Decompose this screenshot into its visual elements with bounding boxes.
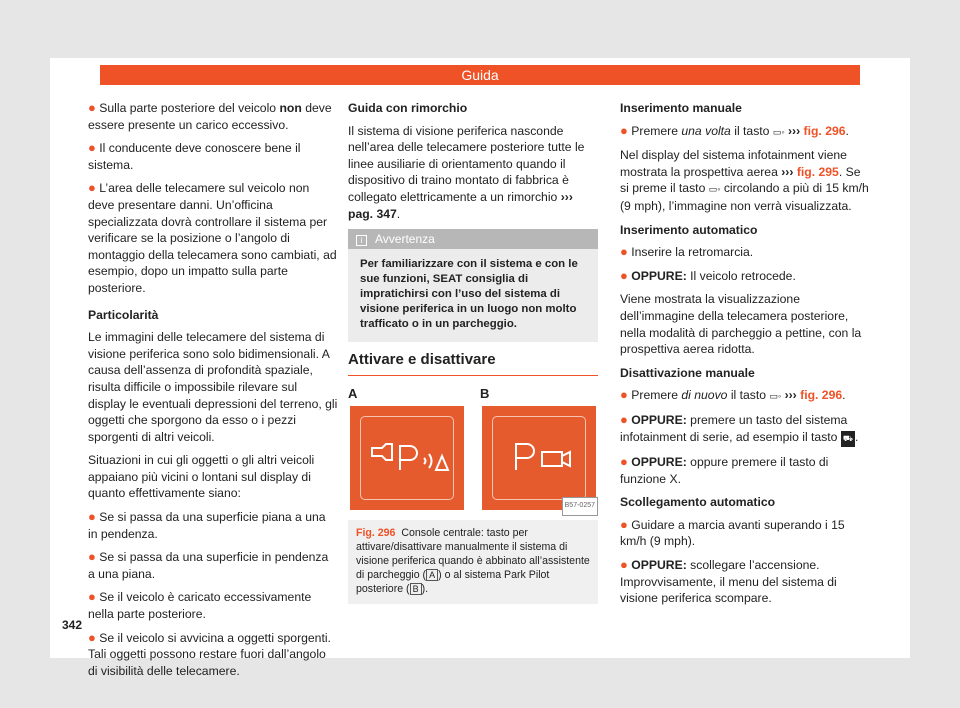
bullet-item (620, 268, 870, 285)
bullet-text: Se il veicolo è caricato eccessivamente nella parte posteriore. (88, 590, 312, 622)
paragraph-text: circolando a più di 15 km/h (9 mph), l’immagine non verrà visualizzata. (620, 181, 869, 213)
bullet-item (88, 509, 338, 542)
panel-label: B (480, 385, 490, 401)
bullet-item: ● OPPURE: premere un tasto del sistema infotainment di serie, ad esempio il tasto ⛟ . (620, 412, 870, 447)
page-number: 342 (62, 618, 83, 632)
paragraph: Situazioni in cui gli oggetti o gli altri veicoli appaiano più vicini o lontani sul display di quanto effettivamente siano: (88, 453, 315, 501)
bullet-bold: OPPURE: (631, 268, 687, 283)
bullet-item (88, 549, 338, 582)
page-header (100, 65, 860, 85)
bullet-bold: non (279, 101, 302, 115)
warning-title: Avvertenza (375, 232, 435, 247)
key-b-box: B (410, 583, 422, 595)
bullet-item: ● Premere di nuovo il tasto ▭◦ ››› fig. 296. (620, 387, 846, 403)
figure-reference-link[interactable]: fig. 296 (803, 123, 846, 138)
section-heading: Disattivazione manuale (620, 365, 755, 380)
console-button-image (350, 406, 464, 510)
paragraph: Viene mostrata la visualizzazione dell’immagine della telecamera posteriore, nella modalità di parcheggio a pettine, con la prospettiva aerea ridotta. (620, 292, 862, 357)
caption-text: ). (421, 582, 429, 595)
bullet-dot-icon: ● (620, 244, 628, 260)
paragraph (620, 147, 870, 214)
header-title: Guida (461, 67, 499, 83)
bullet-text: deve essere presente un carico eccessivo. (88, 101, 332, 132)
warning-header (348, 229, 598, 249)
bullet-dot-icon: ● (88, 100, 96, 115)
bullet-item (88, 589, 338, 622)
bullet-bold: OPPURE: (631, 412, 687, 427)
section-heading: Inserimento automatico (620, 222, 758, 237)
paragraph: Il sistema di visione periferica nasconde nell’area delle telecamere posteriore tutte le linee ausiliarie di orientamento quando il dispositivo di traino montato di fabbrica è collegato elettricamente a un rimorchio ››› pag. 347. (348, 123, 585, 221)
bullet-bold: OPPURE: (631, 455, 687, 470)
bullet-item (620, 244, 870, 261)
figure-296 (348, 386, 598, 516)
park-assist-camera-icon (350, 406, 464, 510)
section-divider (348, 375, 598, 376)
arrow-icon: ››› (781, 164, 794, 179)
section-heading: Scollegamento automatico (620, 495, 776, 510)
figure-panel-a (348, 386, 466, 516)
bullet-italic: una volta (681, 123, 731, 138)
bullet-item (88, 100, 338, 133)
bullet-text: il tasto (727, 388, 767, 403)
bullet-text: premere un tasto del sistema infotainment di serie, ad esempio il tasto (620, 412, 848, 444)
arrow-icon: ››› (560, 189, 573, 204)
park-pilot-camera-icon (482, 406, 596, 510)
section-heading: Guida con rimorchio (348, 101, 468, 115)
bullet-text: Premere (631, 388, 682, 403)
bullet-dot-icon: ● (620, 411, 628, 427)
bullet-item (88, 140, 338, 173)
bullet-dot-icon: ● (620, 387, 628, 403)
figure-reference-link[interactable]: fig. 296 (800, 388, 843, 403)
console-button-image (482, 406, 596, 510)
bullet-italic: di nuovo (681, 388, 728, 403)
bullet-bold: OPPURE: (631, 558, 687, 573)
figure-panel-b (480, 386, 598, 516)
figure-caption (348, 520, 598, 604)
figure-code: B57-0257 (562, 497, 598, 516)
bullet-item: ● OPPURE: oppure premere il tasto di funzione X. (620, 454, 829, 486)
bullet-text: scollegare l’accensione. Improvvisamente, il menu del sistema di visione periferica scompare. (620, 558, 837, 606)
arrow-icon: ››› (784, 388, 797, 403)
bullet-dot-icon: ● (620, 454, 628, 470)
paragraph-text: Nel display del sistema infotainment viene mostrata la prospettiva aerea (620, 148, 847, 179)
bullet-item (620, 557, 870, 607)
panel-label: A (348, 385, 358, 401)
caption-text: Console centrale: tasto per attivare/disattivare manualmente il sistema di visione periferica quando è abbinato all’assistente di parcheggio ( (356, 526, 590, 581)
bullet-text: Se si passa da una superficie piana a una in pendenza. (88, 510, 326, 541)
bullet-dot-icon: ● (88, 180, 96, 196)
paragraph-text: . Se si preme il tasto (620, 164, 861, 196)
section-title: Attivare e disattivare (348, 351, 496, 369)
bullet-dot-icon: ● (620, 557, 628, 573)
paragraph: Le immagini delle telecamere del sistema di visione periferica sono solo bidimensionali. A causa dell’assenza di profondità spaziale, risulta difficile o impossibile rilevare sul display le eventuali depressioni del terreno, gli oggetti che sporgono da esso o i pezzi sporgenti di altri veicoli. (88, 330, 338, 444)
bullet-dot-icon: ● (620, 516, 628, 532)
bullet-text: Sulla parte posteriore del veicolo (99, 101, 280, 115)
section-heading: Particolarità (88, 307, 159, 322)
bullet-text: oppure premere il tasto di funzione (620, 455, 829, 486)
column-2 (348, 100, 598, 604)
bullet-text: Il conducente deve conoscere bene il sistema. (88, 141, 301, 172)
column-3 (620, 100, 870, 614)
bullet-dot-icon: ● (88, 509, 96, 525)
bullet-dot-icon: ● (88, 589, 96, 605)
bullet-item: ● Premere una volta il tasto ▭◦ ››› fig. 296. (620, 122, 849, 138)
warning-box (348, 229, 598, 342)
bullet-text: Inserire la retromarcia. (631, 245, 754, 260)
bullet-text: il tasto (730, 123, 770, 138)
camera-key-icon: ▭◦ (769, 391, 782, 402)
car-key-icon: ⛟ (841, 431, 855, 448)
page-reference-link[interactable]: pag. 347 (348, 206, 397, 221)
bullet-dot-icon: ● (88, 140, 96, 156)
bullet-dot-icon: ● (88, 629, 96, 645)
figure-reference-link[interactable]: fig. 295 (796, 164, 839, 179)
bullet-text: Guidare a marcia avanti superando i 15 km/h (9 mph). (620, 517, 845, 549)
bullet-dot-icon: ● (620, 267, 628, 283)
caption-text: ) o al sistema Park Pilot posteriore ( (356, 568, 550, 595)
paragraph-text: Il sistema di visione periferica nasconde nell’area delle telecamere posteriore tutte le linee ausiliarie di orientamento quando il dispositivo di traino montato di fabbrica è collegato elettricamente a un rimorchio (348, 123, 585, 204)
section-heading: Inserimento manuale (620, 101, 742, 115)
bullet-dot-icon: ● (620, 122, 628, 138)
bullet-item (620, 517, 870, 550)
bullet-text: Premere (631, 123, 682, 138)
bullet-text: L’area delle telecamere sul veicolo non deve presentare danni. Un’officina specializzata dovrà controllare il sistema per verificare se la posizione o l’angolo di montaggio della telecamera sono cambiati, ad esempio, dopo un impatto sulla parte posteriore. (88, 181, 337, 295)
bullet-text: Se si passa da una superficie in pendenza a una piana. (88, 550, 329, 581)
camera-key-icon: ▭◦ (708, 184, 721, 195)
camera-key-icon: ▭◦ (772, 126, 785, 137)
close-function-key: X (669, 471, 678, 486)
key-a-box: A (426, 569, 438, 581)
caption-label: Fig. 296 (356, 526, 396, 539)
bullet-item (88, 180, 338, 296)
warning-text: Per familiarizzare con il sistema e con le sue funzioni, SEAT consiglia di impratichirsi con l’uso del sistema di visione periferica in un luogo non molto trafficato o in un parcheggio. (360, 258, 578, 331)
column-1 (88, 100, 338, 686)
bullet-text: Se il veicolo si avvicina a oggetti sporgenti. Tali oggetti possono restare fuori dall’angolo di visibilità delle telecamere. (88, 630, 331, 678)
arrow-icon: ››› (787, 123, 801, 138)
info-icon: i (356, 235, 367, 246)
bullet-dot-icon: ● (88, 549, 96, 565)
bullet-item (88, 630, 338, 680)
bullet-text: Il veicolo retrocede. (686, 268, 796, 283)
